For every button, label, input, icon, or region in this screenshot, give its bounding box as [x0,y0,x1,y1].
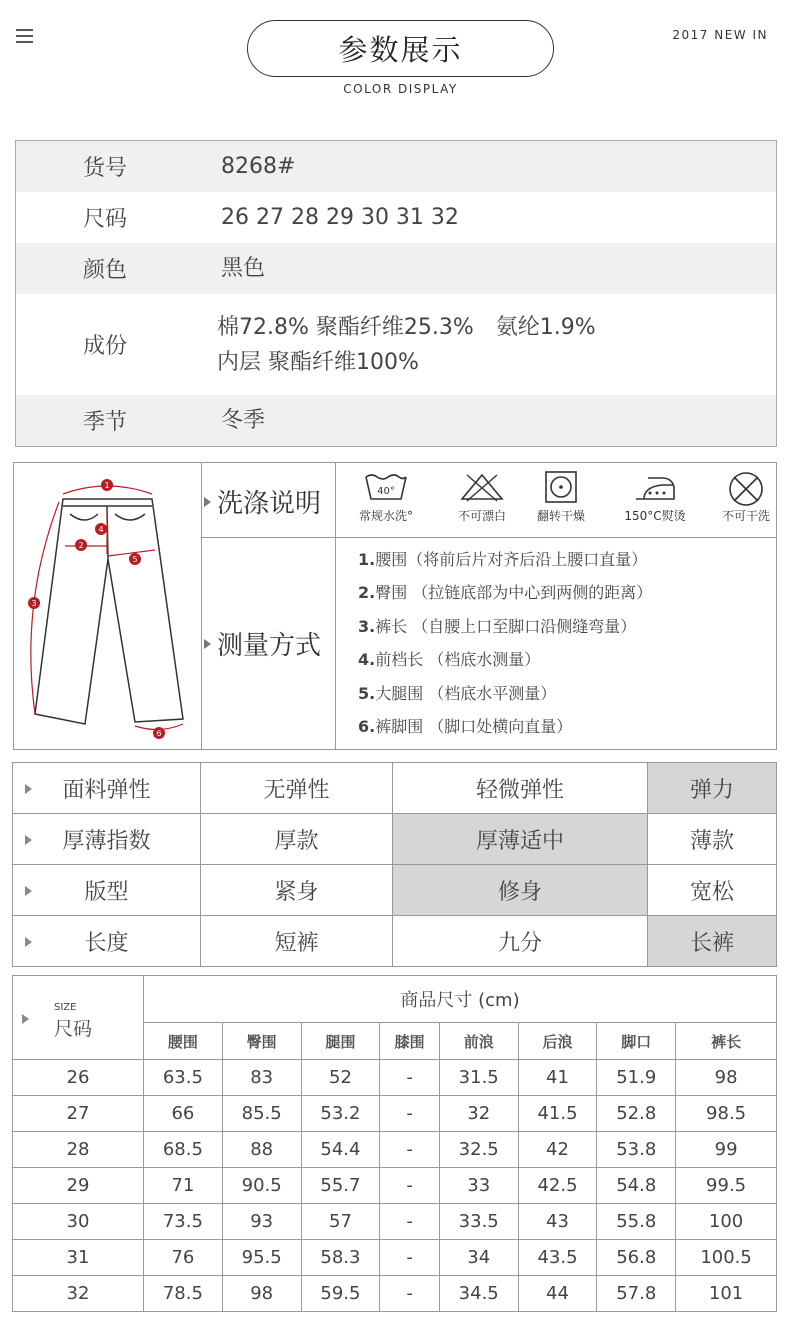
wash-40-icon [363,471,409,503]
size-row [13,1132,777,1168]
size-value-cell: 101 [676,1276,777,1312]
attribute-grid [12,762,777,967]
size-value-cell: 53.8 [597,1132,676,1168]
spec-key: 货号 [83,156,128,181]
no-bleach-icon [459,471,505,503]
size-corner-label: 尺码 [54,1018,93,1040]
measure-item: 1.腰围（将前后片对齐后沿上腰口直量） [358,550,648,569]
size-value-cell: 73.5 [144,1204,223,1240]
attribute-option: 无弹性 [201,763,393,814]
pants-diagram [15,464,200,750]
spec-value: 26 27 28 29 30 31 32 [221,205,459,230]
spec-row [16,243,776,294]
measure-item: 3.裤长 （自腰上口至脚口沿侧缝弯量） [358,616,637,636]
size-table [12,975,777,1312]
size-value-cell: 55.7 [301,1168,380,1204]
attribute-option: 九分 [393,916,648,967]
spec-row [16,141,776,192]
size-value-cell: 54.8 [597,1168,676,1204]
size-value-cell: 76 [144,1240,223,1276]
spec-value: 冬季 [221,408,266,433]
size-value-cell: - [380,1240,439,1276]
size-value-cell: 66 [144,1096,223,1132]
size-row [13,1276,777,1312]
spec-value: 8268# [221,154,296,179]
column-header: 脚口 [597,1023,676,1060]
size-value-cell: 88 [222,1132,301,1168]
size-value-cell: 42.5 [518,1168,597,1204]
spec-key: 成份 [83,334,128,359]
size-corner-small: SIZE [54,1002,77,1013]
attribute-row [13,916,777,967]
column-header: 前浪 [439,1023,518,1060]
new-in-badge: 2017 NEW IN [672,28,768,42]
size-value-cell: 98 [676,1060,777,1096]
size-label-cell: 26 [13,1060,144,1096]
size-value-cell: 100.5 [676,1240,777,1276]
size-value-cell: 52.8 [597,1096,676,1132]
spec-table [15,140,777,447]
size-value-cell: 98 [222,1276,301,1312]
size-value-cell: 51.9 [597,1060,676,1096]
measure-label: 测量方式 [204,625,321,662]
spec-row [16,192,776,243]
size-table-title: 商品尺寸 (cm) [144,976,777,1023]
size-value-cell: 63.5 [144,1060,223,1096]
spec-value-2: 内层 聚酯纤维100% [217,349,419,375]
size-row [13,1240,777,1276]
size-value-cell: 99 [676,1132,777,1168]
size-value-cell: - [380,1276,439,1312]
size-value-cell: 90.5 [222,1168,301,1204]
wash-item [704,471,788,524]
size-value-cell: 78.5 [144,1276,223,1312]
attribute-option: 短裤 [201,916,393,967]
spec-row [16,294,776,395]
size-value-cell: 100 [676,1204,777,1240]
attribute-label: 面料弹性 [13,763,201,814]
size-value-cell: 34 [439,1240,518,1276]
size-value-cell: 32.5 [439,1132,518,1168]
measure-item: 2.臀围 （拉链底部为中心到两侧的距离） [358,583,653,603]
spec-value: 黑色 [221,256,266,281]
attribute-label: 长度 [13,916,201,967]
page-title: 参数展示 [247,20,554,77]
column-header: 裤长 [676,1023,777,1060]
size-label-cell: 27 [13,1096,144,1132]
size-value-cell: 43.5 [518,1240,597,1276]
diagram-mark-label: 3 [31,599,37,608]
size-value-cell: 55.8 [597,1204,676,1240]
size-label-cell: 31 [13,1240,144,1276]
column-header: 腿围 [301,1023,380,1060]
measure-item: 4.前档长 （档底水测量） [358,650,541,670]
size-value-cell: 52 [301,1060,380,1096]
size-label-cell: 29 [13,1168,144,1204]
attribute-row [13,814,777,865]
wash-item [440,471,524,524]
size-value-cell: 41.5 [518,1096,597,1132]
size-value-cell: 58.3 [301,1240,380,1276]
attribute-option: 厚款 [201,814,393,865]
tumble-dry-icon [538,471,584,503]
measure-list [358,547,652,747]
attribute-option: 轻微弹性 [393,763,648,814]
size-value-cell: 53.2 [301,1096,380,1132]
page-subtitle: COLOR DISPLAY [343,82,458,96]
size-value-cell: 85.5 [222,1096,301,1132]
attribute-option-selected: 修身 [393,865,648,916]
attribute-option: 薄款 [648,814,777,865]
size-value-cell: 41 [518,1060,597,1096]
size-value-cell: 68.5 [144,1132,223,1168]
attribute-row [13,865,777,916]
column-header: 腰围 [144,1023,223,1060]
size-value-cell: - [380,1204,439,1240]
attribute-label: 版型 [13,865,201,916]
size-value-cell: 32 [439,1096,518,1132]
size-corner [13,976,144,1060]
attribute-option-selected: 厚薄适中 [393,814,648,865]
spec-key: 季节 [83,410,128,435]
size-value-cell: 33 [439,1168,518,1204]
size-value-cell: 59.5 [301,1276,380,1312]
wash-caption: 不可干洗 [721,509,770,523]
column-header: 膝围 [380,1023,439,1060]
size-row [13,1204,777,1240]
diagram-mark-label: 2 [78,541,84,550]
size-label-cell: 28 [13,1132,144,1168]
size-value-cell: 99.5 [676,1168,777,1204]
size-value-cell: 34.5 [439,1276,518,1312]
size-value-cell: 54.4 [301,1132,380,1168]
spec-key: 颜色 [83,258,128,283]
size-value-cell: 33.5 [439,1204,518,1240]
wash-item [519,471,603,524]
wash-caption: 150°C熨烫 [624,509,686,523]
wash-measure-panel [13,462,777,750]
attribute-option-selected: 弹力 [648,763,777,814]
size-label-cell: 32 [13,1276,144,1312]
attribute-option-selected: 长裤 [648,916,777,967]
no-dry-clean-icon [723,471,769,507]
size-row [13,1168,777,1204]
size-row [13,1096,777,1132]
attribute-row [13,763,777,814]
wash-caption: 翻转干燥 [536,509,585,523]
size-value-cell: 98.5 [676,1096,777,1132]
attribute-label: 厚薄指数 [13,814,201,865]
spec-key: 尺码 [83,207,128,232]
diagram-mark-label: 6 [156,729,162,738]
measure-item: 5.大腿围 （档底水平测量） [358,683,557,703]
column-header: 臀围 [222,1023,301,1060]
diagram-mark-label: 1 [104,481,110,490]
size-value-cell: 44 [518,1276,597,1312]
diagram-mark-label: 5 [132,555,138,564]
size-label-cell: 30 [13,1204,144,1240]
wash-caption: 不可漂白 [457,509,506,523]
size-row [13,1060,777,1096]
spec-value: 棉72.8% 聚酯纤维25.3% 氨纶1.9% [217,314,596,340]
size-value-cell: 83 [222,1060,301,1096]
size-value-cell: - [380,1168,439,1204]
menu-icon[interactable] [16,29,33,43]
attribute-option: 紧身 [201,865,393,916]
size-value-cell: 43 [518,1204,597,1240]
column-header: 后浪 [518,1023,597,1060]
size-value-cell: 56.8 [597,1240,676,1276]
wash-caption: 常规水洗° [358,509,413,523]
wash-temp-label: 40° [377,486,395,497]
iron-icon [632,471,678,503]
size-value-cell: 57 [301,1204,380,1240]
size-value-cell: 95.5 [222,1240,301,1276]
size-value-cell: 93 [222,1204,301,1240]
diagram-mark-label: 4 [98,525,104,534]
size-value-cell: 57.8 [597,1276,676,1312]
size-value-cell: - [380,1096,439,1132]
measure-item: 6.裤脚围 （脚口处横向直量） [358,716,573,736]
size-value-cell: 31.5 [439,1060,518,1096]
wash-item [344,471,428,524]
wash-item [613,471,697,524]
attribute-option: 宽松 [648,865,777,916]
size-value-cell: - [380,1132,439,1168]
spec-row [16,395,776,446]
size-value-cell: 71 [144,1168,223,1204]
wash-label: 洗涤说明 [204,483,321,520]
size-value-cell: 42 [518,1132,597,1168]
size-value-cell: - [380,1060,439,1096]
